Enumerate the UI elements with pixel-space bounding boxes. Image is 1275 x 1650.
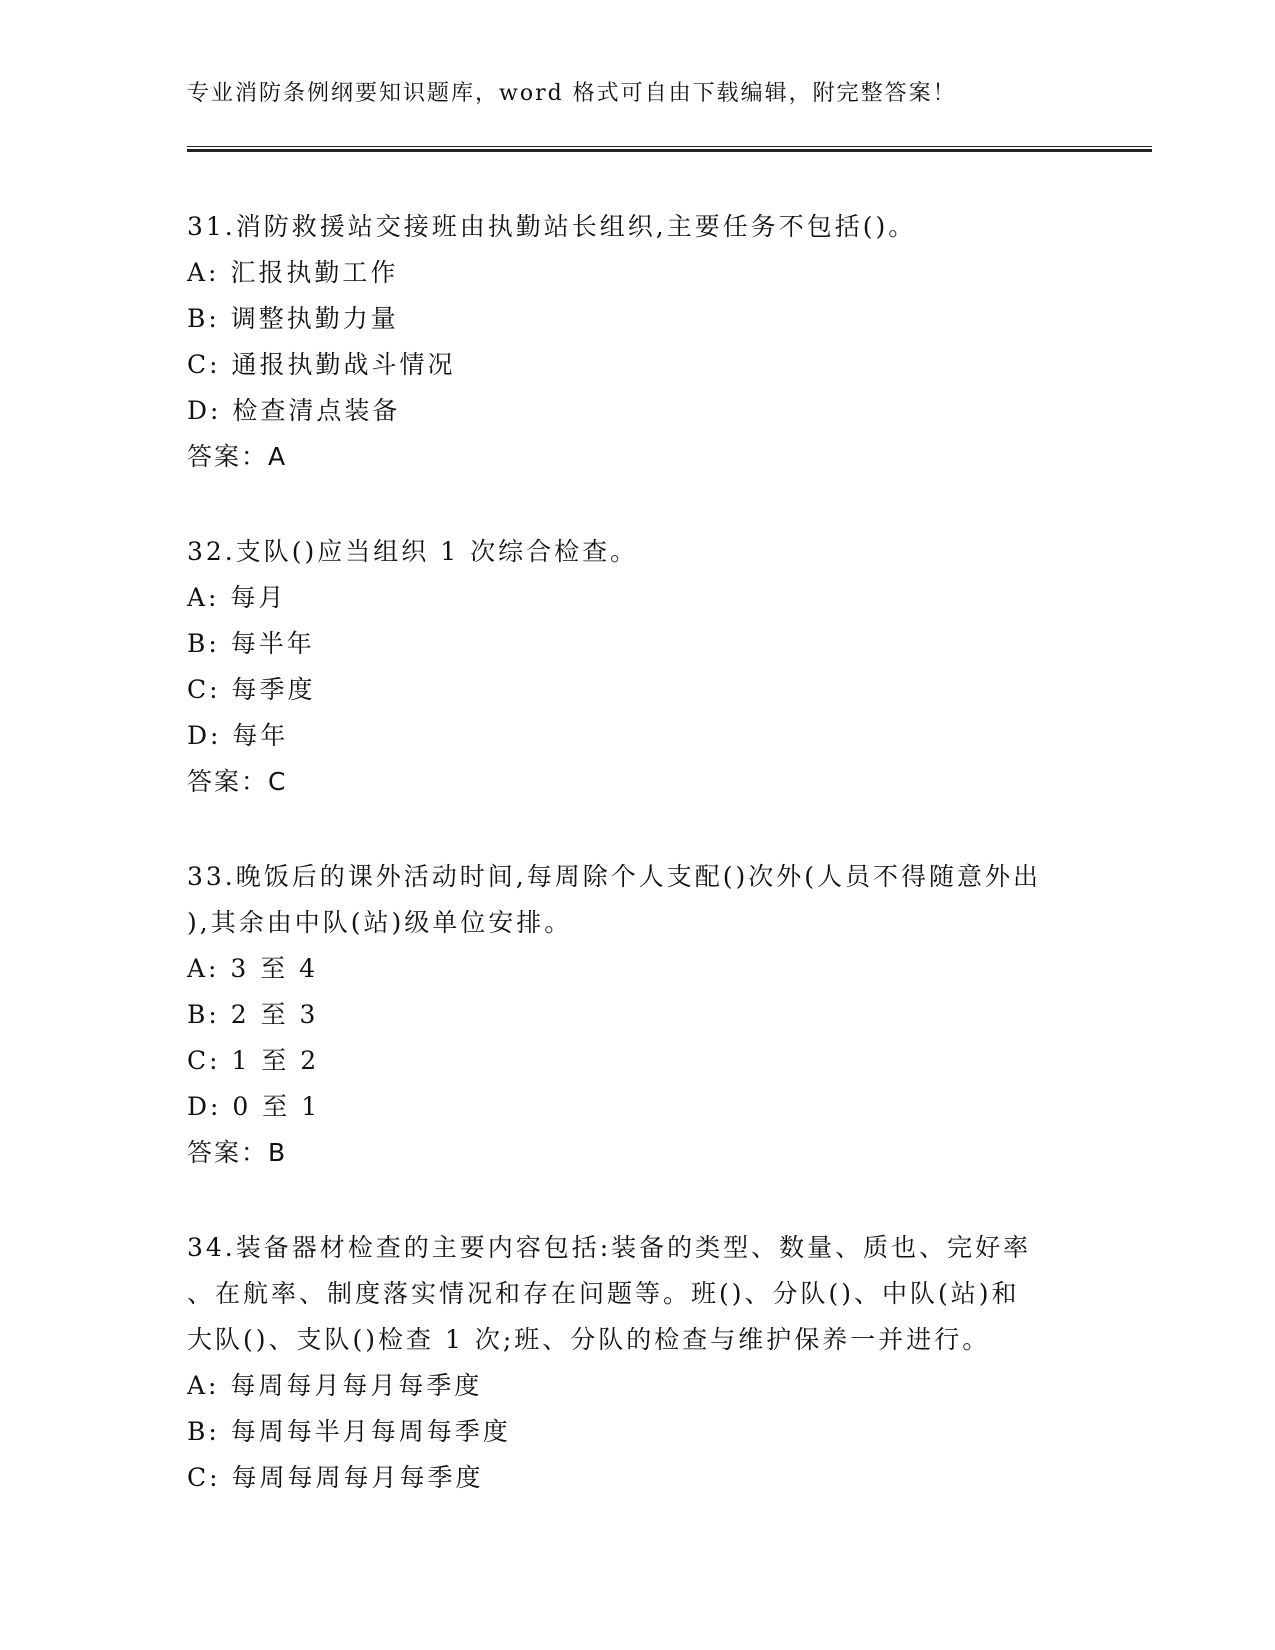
header-rule-thick: [187, 149, 1152, 152]
question-31: [187, 204, 1087, 480]
option-d: D: 检查清点装备: [187, 396, 401, 425]
question-stem-line-3: 大队()、支队()检查 1 次;班、分队的检查与维护保养一并进行。: [187, 1325, 991, 1354]
option-a: A: 3 至 4: [187, 954, 319, 983]
question-34: [187, 1225, 1087, 1501]
option-d: D: 每年: [187, 721, 289, 750]
option-a: A: 汇报执勤工作: [187, 258, 399, 287]
answer-line: 答案：C: [187, 767, 288, 796]
header-rule-thin: [187, 146, 1152, 147]
option-b: B: 每周每半月每周每季度: [187, 1417, 511, 1446]
option-b: B: 2 至 3: [187, 1000, 319, 1029]
option-d: D: 0 至 1: [187, 1092, 321, 1121]
option-c: C: 每周每周每月每季度: [187, 1463, 484, 1492]
header-double-rule: [187, 146, 1152, 152]
question-stem: 31.消防救援站交接班由执勤站长组织,主要任务不包括()。: [187, 212, 917, 241]
question-32: [187, 529, 1087, 805]
question-stem-line-2: ),其余由中队(站)级单位安排。: [187, 908, 573, 937]
question-stem-line-1: 34.装备器材检查的主要内容包括:装备的类型、数量、质也、完好率: [187, 1233, 1032, 1262]
option-c: C: 通报执勤战斗情况: [187, 350, 456, 379]
answer-line: 答案：B: [187, 1138, 288, 1167]
option-b: B: 每半年: [187, 629, 315, 658]
question-33: [187, 854, 1087, 1176]
option-c: C: 每季度: [187, 675, 316, 704]
question-stem-line-1: 33.晚饭后的课外活动时间,每周除个人支配()次外(人员不得随意外出: [187, 862, 1041, 891]
option-a: A: 每月: [187, 583, 287, 612]
page-header-text: 专业消防条例纲要知识题库，word 格式可自由下载编辑，附完整答案！: [187, 81, 957, 106]
question-list: [187, 204, 1087, 1550]
option-c: C: 1 至 2: [187, 1046, 320, 1075]
question-stem: 32.支队()应当组织 1 次综合检查。: [187, 537, 639, 566]
question-stem-line-2: 、在航率、制度落实情况和存在问题等。班()、分队()、中队(站)和: [187, 1279, 1020, 1308]
answer-line: 答案：A: [187, 442, 288, 471]
option-a: A: 每周每月每月每季度: [187, 1371, 483, 1400]
option-b: B: 调整执勤力量: [187, 304, 399, 333]
